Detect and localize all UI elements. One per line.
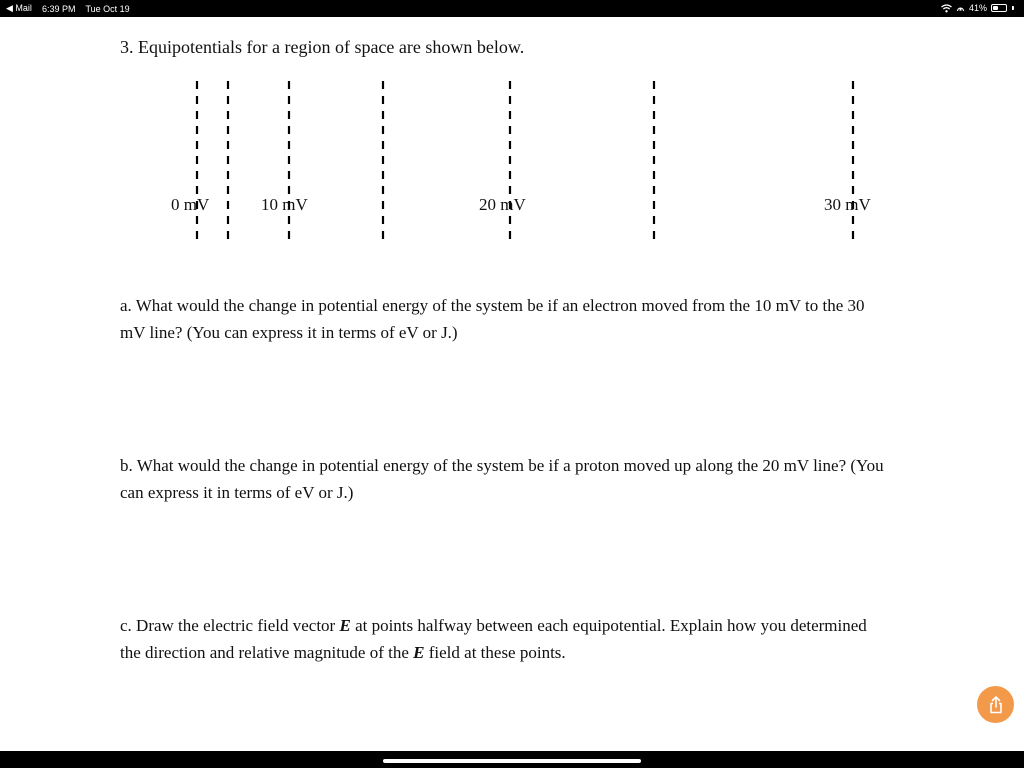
e-field-symbol: E — [339, 616, 351, 635]
status-time: 6:39 PM — [41, 3, 76, 14]
bottom-bar — [0, 751, 1024, 768]
question-c — [120, 612, 890, 666]
document-page — [0, 17, 1024, 751]
label-10mv: 10 mV — [261, 195, 308, 214]
label-0mv: 0 mV — [171, 195, 210, 214]
home-indicator[interactable] — [383, 759, 641, 763]
share-button[interactable] — [977, 686, 1014, 723]
lock-rotation-icon — [956, 4, 965, 13]
question-c-text: field at these points. — [424, 643, 566, 662]
question-c-text: c. Draw the electric field vector — [120, 616, 340, 635]
label-30mv: 30 mV — [824, 195, 871, 214]
wifi-icon — [941, 4, 952, 13]
question-b: b. What would the change in potential energy of the system be if a proton moved up along the 20 mV line? (You can express it in terms of eV or J.) — [120, 456, 884, 502]
question-c-text: at points halfway between each equipotential. Explain how you determined the direction and relative magnitude of the — [120, 616, 867, 662]
battery-icon — [991, 4, 1007, 12]
share-icon — [988, 696, 1004, 714]
e-field-symbol: E — [413, 643, 425, 662]
question-title: 3. Equipotentials for a region of space are shown below. — [120, 37, 525, 57]
status-date: Tue Oct 19 — [85, 3, 130, 14]
battery-percent: 41% — [968, 3, 987, 13]
status-bar — [0, 0, 1024, 17]
question-a: a. What would the change in potential energy of the system be if an electron moved from the 10 mV to the 30 mV line? (You can express it in terms of eV or J.) — [120, 296, 865, 342]
equipotential-diagram — [0, 77, 1024, 277]
label-20mv: 20 mV — [479, 195, 526, 214]
back-to-mail-link[interactable]: ◀ Mail — [6, 3, 32, 13]
